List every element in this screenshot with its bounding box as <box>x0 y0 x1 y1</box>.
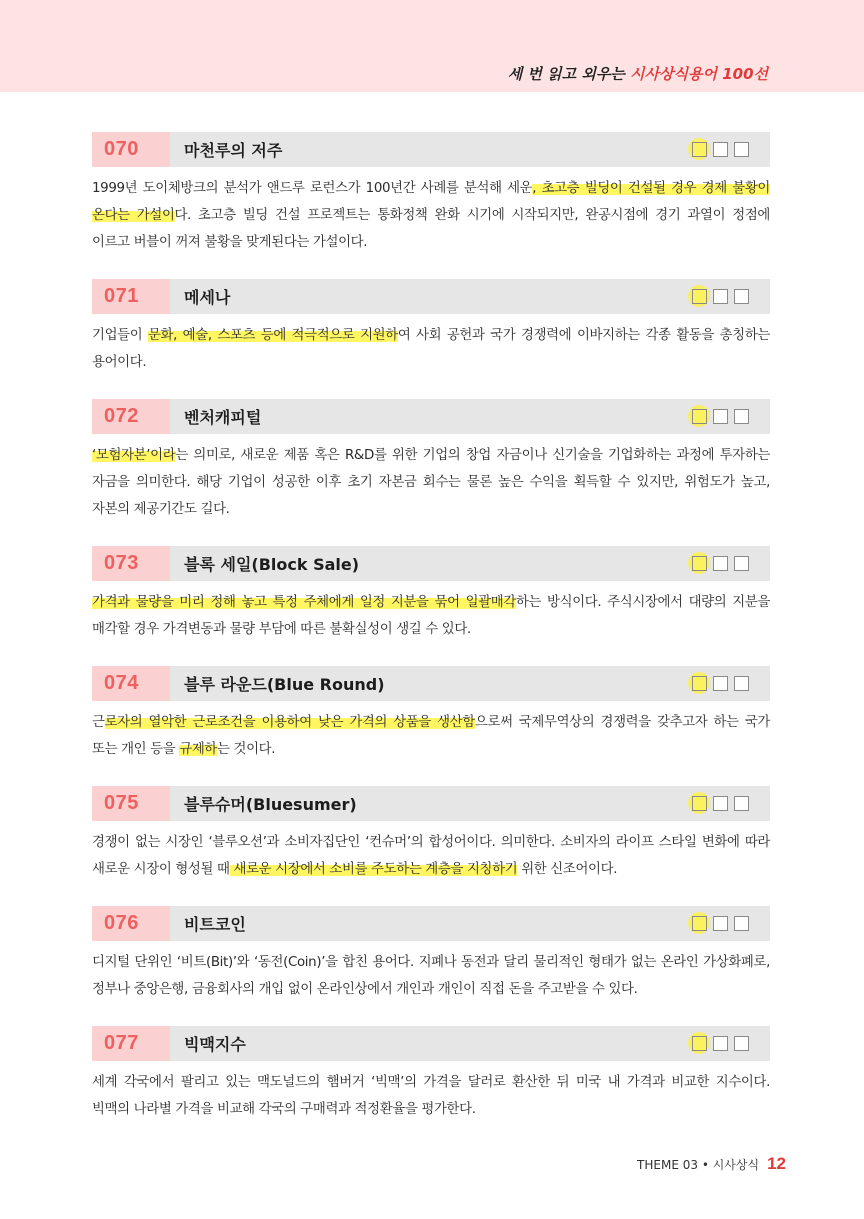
checkbox-icon[interactable] <box>713 556 728 571</box>
highlighted-text: ‘모험자본’이라 <box>92 448 176 463</box>
term-definition <box>92 1069 770 1123</box>
definition-text: 는 의미로, 새로운 제품 혹은 R&D를 위한 기업의 창업 자금이나 신기술을 기업화하는 과정에 투자하는 자금을 의미한다. 해당 기업이 성공한 이후 초기 자본금 회수는 물론 높은 수익을 획득할 수 있지만, 위험도가 높고, 자본의 제공기간도 길다. <box>92 448 770 517</box>
term-number: 072 <box>92 399 170 434</box>
definition-text: 는 것이다. <box>217 742 276 757</box>
term-entry <box>92 1026 770 1123</box>
review-checkboxes <box>692 289 749 304</box>
term-definition <box>92 589 770 643</box>
checkbox-icon[interactable] <box>692 409 707 424</box>
term-definition <box>92 709 770 763</box>
checkbox-icon[interactable] <box>734 289 749 304</box>
checkbox-icon[interactable] <box>734 796 749 811</box>
term-entry <box>92 786 770 883</box>
term-entry <box>92 132 770 256</box>
definition-text: 여 사회 공헌과 국가 경쟁력에 이바지하는 각종 활동을 총칭하는 용어이다. <box>92 328 770 370</box>
definition-text: 하는 방식이다. 주식시장에서 대량의 지분을 매각할 경우 가격변동과 물량 부담에 따른 불확실성이 생길 수 있다. <box>92 595 770 637</box>
highlighted-text: 가격과 물량을 미리 정해 놓고 특정 주체에게 일정 지분을 묶어 일괄매각 <box>92 595 516 610</box>
term-title: 블록 세일(Block Sale) <box>184 555 360 574</box>
term-title: 빅맥지수 <box>184 1035 246 1054</box>
definition-text: 경쟁이 없는 시장인 ‘블루오션’과 소비자집단인 ‘컨슈머’의 합성어이다. 의미한다. 소비자의 라이프 스타일 변화에 따라 새로운 시장이 형성될 때 <box>92 835 770 877</box>
term-entry <box>92 546 770 643</box>
term-header-bar <box>92 1026 770 1061</box>
definition-text: 으로써 국제무역상의 경쟁력을 갖추고자 하는 국가 또는 개인 등을 <box>92 715 771 757</box>
highlighted-text: 규제하 <box>179 742 217 757</box>
review-checkboxes <box>692 556 749 571</box>
review-checkboxes <box>692 916 749 931</box>
term-number: 076 <box>92 906 170 941</box>
checkbox-icon[interactable] <box>692 1036 707 1051</box>
checkbox-icon[interactable] <box>713 289 728 304</box>
checkbox-icon[interactable] <box>692 289 707 304</box>
term-number: 071 <box>92 279 170 314</box>
term-entry <box>92 666 770 763</box>
definition-text: 1999년 도이체방크의 분석가 앤드루 로런스가 100년간 사례를 분석해 세운 <box>92 181 533 196</box>
checkbox-icon[interactable] <box>734 142 749 157</box>
term-definition <box>92 949 770 1003</box>
term-number: 077 <box>92 1026 170 1061</box>
review-checkboxes <box>692 409 749 424</box>
page-number: 12 <box>767 1154 786 1173</box>
checkbox-icon[interactable] <box>692 556 707 571</box>
review-checkboxes <box>692 796 749 811</box>
term-definition <box>92 829 770 883</box>
term-entry <box>92 279 770 376</box>
checkbox-icon[interactable] <box>713 916 728 931</box>
review-checkboxes <box>692 676 749 691</box>
review-checkboxes <box>692 1036 749 1051</box>
term-number: 074 <box>92 666 170 701</box>
footer-theme-label: THEME 03 • 시사상식 <box>637 1157 760 1172</box>
term-title: 비트코인 <box>184 915 246 934</box>
checkbox-icon[interactable] <box>692 676 707 691</box>
definition-text: 근 <box>92 715 105 730</box>
highlighted-text: 문화, 예술, 스포츠 등에 적극적으로 지원하 <box>147 328 398 343</box>
term-header-bar <box>92 132 770 167</box>
term-list <box>92 132 770 1123</box>
checkbox-icon[interactable] <box>713 796 728 811</box>
term-title: 마천루의 저주 <box>184 141 283 160</box>
checkbox-icon[interactable] <box>734 676 749 691</box>
term-header-bar <box>92 546 770 581</box>
term-header-bar <box>92 279 770 314</box>
review-checkboxes <box>692 142 749 157</box>
term-number: 075 <box>92 786 170 821</box>
highlighted-text: , 초고층 빌딩이 건설될 경우 경제 불황이 온다는 가설이 <box>92 181 770 223</box>
term-definition <box>92 322 770 376</box>
definition-text: 다. 초고층 빌딩 건설 프로젝트는 통화정책 완화 시기에 시작되지만, 완공시점에 경기 과열이 정점에 이르고 버블이 꺼져 불황을 맞게된다는 가설이다. <box>92 208 770 250</box>
book-title <box>508 63 768 84</box>
checkbox-icon[interactable] <box>734 1036 749 1051</box>
term-title: 블루 라운드(Blue Round) <box>184 675 385 694</box>
term-number: 073 <box>92 546 170 581</box>
checkbox-icon[interactable] <box>713 1036 728 1051</box>
book-title-accent: 시사상식용어 100선 <box>630 65 768 83</box>
checkbox-icon[interactable] <box>692 916 707 931</box>
term-definition <box>92 175 770 256</box>
term-entry <box>92 399 770 523</box>
definition-text: 기업들이 <box>92 328 148 343</box>
term-header-bar <box>92 666 770 701</box>
term-number: 070 <box>92 132 170 167</box>
checkbox-icon[interactable] <box>692 796 707 811</box>
term-entry <box>92 906 770 1003</box>
highlighted-text: 로자의 열악한 근로조건을 이용하여 낮은 가격의 상품을 생산함 <box>104 715 475 730</box>
term-header-bar <box>92 906 770 941</box>
highlighted-text: 새로운 시장에서 소비를 주도하는 계층을 지칭하기 <box>229 862 518 877</box>
book-title-prefix: 세 번 읽고 외우는 <box>507 65 631 83</box>
checkbox-icon[interactable] <box>692 142 707 157</box>
term-title: 블루슈머(Bluesumer) <box>184 795 357 814</box>
definition-text: 위한 신조어이다. <box>517 862 618 877</box>
term-header-bar <box>92 786 770 821</box>
term-header-bar <box>92 399 770 434</box>
checkbox-icon[interactable] <box>713 409 728 424</box>
checkbox-icon[interactable] <box>734 916 749 931</box>
page-footer <box>637 1154 786 1174</box>
term-definition <box>92 442 770 523</box>
definition-text: 디지털 단위인 ‘비트(Bit)’와 ‘동전(Coin)’을 합친 용어다. 지폐나 동전과 달리 물리적인 형태가 없는 온라인 가상화폐로, 정부나 중앙은행, 금융회사의 개입 없이 온라인상에서 개인과 개인이 직접 돈을 주고받을 수 있다. <box>92 955 770 997</box>
checkbox-icon[interactable] <box>713 676 728 691</box>
checkbox-icon[interactable] <box>713 142 728 157</box>
definition-text: 세계 각국에서 팔리고 있는 맥도널드의 햄버거 ‘빅맥’의 가격을 달러로 환산한 뒤 미국 내 가격과 비교한 지수이다. 빅맥의 나라별 가격을 비교해 각국의 구매력과 적정환율을 평가한다. <box>92 1075 770 1117</box>
checkbox-icon[interactable] <box>734 556 749 571</box>
checkbox-icon[interactable] <box>734 409 749 424</box>
term-title: 벤처캐피털 <box>184 408 262 427</box>
term-title: 메세나 <box>184 288 231 307</box>
